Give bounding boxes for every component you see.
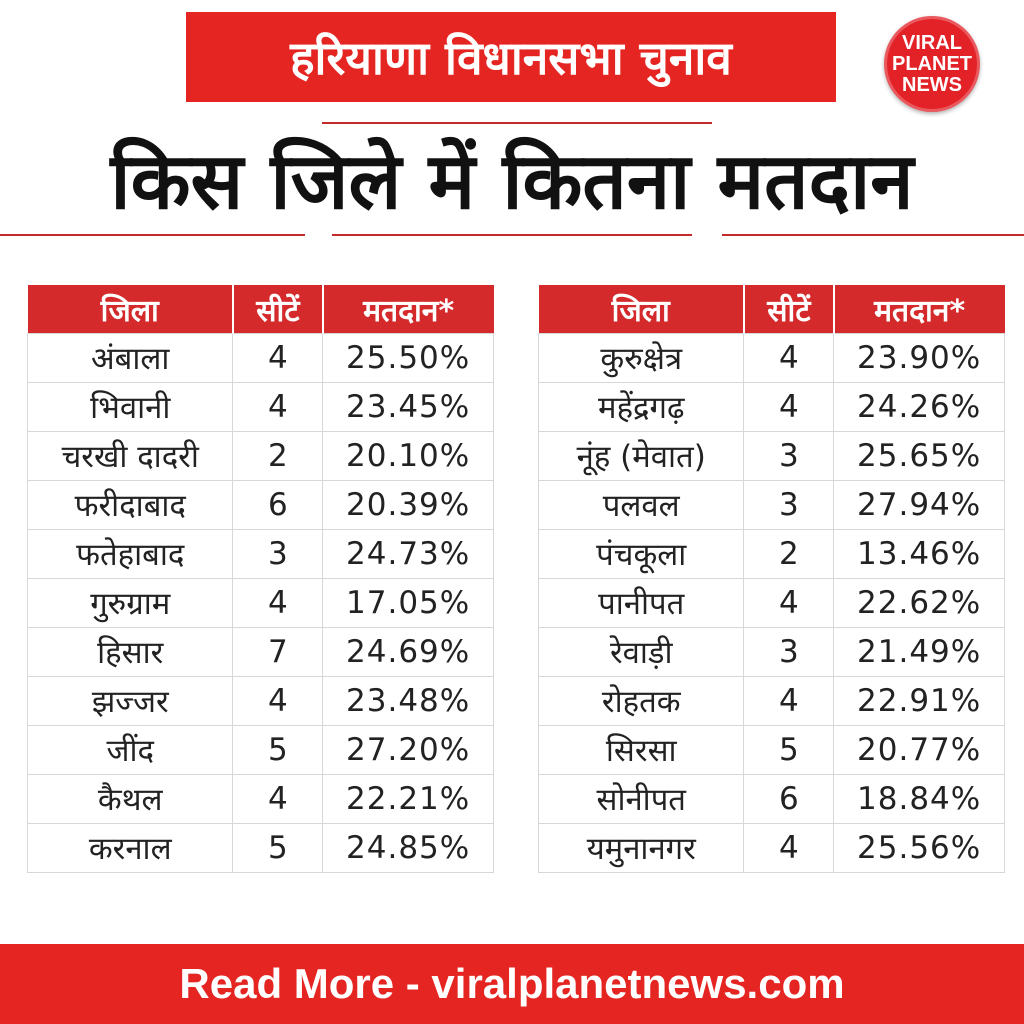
seats-cell: 4 (233, 579, 323, 628)
table-row (28, 824, 494, 873)
table-row (28, 628, 494, 677)
turnout-cell: 17.05% (323, 579, 494, 628)
district-cell: पंचकूला (539, 530, 744, 579)
district-cell: सिरसा (539, 726, 744, 775)
district-cell: अंबाला (28, 334, 233, 383)
header-seats: सीटें (744, 285, 834, 334)
table-row (539, 579, 1005, 628)
banner-title: हरियाणा विधानसभा चुनाव (290, 31, 732, 85)
district-cell: कैथल (28, 775, 233, 824)
header-district: जिला (28, 285, 233, 334)
turnout-cell: 18.84% (834, 775, 1005, 824)
header-district: जिला (539, 285, 744, 334)
district-cell: महेंद्रगढ़ (539, 383, 744, 432)
district-cell: हिसार (28, 628, 233, 677)
seats-cell: 4 (744, 677, 834, 726)
district-cell: कुरुक्षेत्र (539, 334, 744, 383)
seats-cell: 4 (744, 579, 834, 628)
table-row (539, 628, 1005, 677)
turnout-cell: 27.94% (834, 481, 1005, 530)
table-row (539, 481, 1005, 530)
district-cell: करनाल (28, 824, 233, 873)
turnout-cell: 27.20% (323, 726, 494, 775)
seats-cell: 4 (233, 775, 323, 824)
seats-cell: 5 (233, 726, 323, 775)
title-banner (186, 12, 836, 102)
turnout-cell: 24.85% (323, 824, 494, 873)
table-row (539, 775, 1005, 824)
turnout-cell: 24.69% (323, 628, 494, 677)
logo-line-2: PLANET (892, 52, 972, 75)
district-cell: जींद (28, 726, 233, 775)
turnout-cell: 20.10% (323, 432, 494, 481)
table-row (28, 530, 494, 579)
page-headline: किस जिले में कितना मतदान (110, 137, 914, 227)
district-cell: नूंह (मेवात) (539, 432, 744, 481)
turnout-cell: 24.73% (323, 530, 494, 579)
seats-cell: 4 (233, 334, 323, 383)
turnout-cell: 22.91% (834, 677, 1005, 726)
divider-top (322, 122, 712, 124)
footer-link-text[interactable]: Read More - viralplanetnews.com (179, 960, 845, 1007)
seats-cell: 3 (744, 432, 834, 481)
seats-cell: 4 (744, 824, 834, 873)
turnout-cell: 20.77% (834, 726, 1005, 775)
header-turnout: मतदान* (323, 285, 494, 334)
district-cell: गुरुग्राम (28, 579, 233, 628)
table-row (539, 530, 1005, 579)
turnout-cell: 25.65% (834, 432, 1005, 481)
district-cell: चरखी दादरी (28, 432, 233, 481)
table-header-row (28, 285, 494, 334)
table-row (28, 726, 494, 775)
table-row (539, 824, 1005, 873)
table-row (539, 334, 1005, 383)
turnout-cell: 13.46% (834, 530, 1005, 579)
seats-cell: 4 (744, 334, 834, 383)
seats-cell: 7 (233, 628, 323, 677)
table-row (539, 432, 1005, 481)
turnout-cell: 22.21% (323, 775, 494, 824)
turnout-cell: 20.39% (323, 481, 494, 530)
turnout-cell: 22.62% (834, 579, 1005, 628)
table-row (28, 383, 494, 432)
table-row (539, 383, 1005, 432)
divider-left (0, 234, 305, 236)
logo-line-1: VIRAL (902, 31, 962, 54)
table-row (539, 726, 1005, 775)
district-table-left (27, 285, 494, 873)
logo-line-3: NEWS (902, 73, 962, 96)
turnout-cell: 25.50% (323, 334, 494, 383)
read-more-footer[interactable] (0, 944, 1024, 1024)
district-cell: रोहतक (539, 677, 744, 726)
seats-cell: 5 (233, 824, 323, 873)
district-cell: फरीदाबाद (28, 481, 233, 530)
district-cell: भिवानी (28, 383, 233, 432)
table-row (28, 432, 494, 481)
district-cell: फतेहाबाद (28, 530, 233, 579)
district-cell: पलवल (539, 481, 744, 530)
seats-cell: 3 (744, 481, 834, 530)
district-cell: पानीपत (539, 579, 744, 628)
district-cell: झज्जर (28, 677, 233, 726)
district-cell: सोनीपत (539, 775, 744, 824)
seats-cell: 2 (744, 530, 834, 579)
seats-cell: 2 (233, 432, 323, 481)
turnout-cell: 23.90% (834, 334, 1005, 383)
seats-cell: 4 (233, 383, 323, 432)
table-row (28, 677, 494, 726)
seats-cell: 4 (233, 677, 323, 726)
divider-right (722, 234, 1024, 236)
header-turnout: मतदान* (834, 285, 1005, 334)
turnout-cell: 24.26% (834, 383, 1005, 432)
district-table-right (538, 285, 1005, 873)
seats-cell: 4 (744, 383, 834, 432)
table-row (539, 677, 1005, 726)
table-row (28, 481, 494, 530)
table-header-row (539, 285, 1005, 334)
seats-cell: 3 (744, 628, 834, 677)
seats-cell: 5 (744, 726, 834, 775)
seats-cell: 3 (233, 530, 323, 579)
district-cell: रेवाड़ी (539, 628, 744, 677)
table-row (28, 775, 494, 824)
turnout-cell: 25.56% (834, 824, 1005, 873)
seats-cell: 6 (233, 481, 323, 530)
turnout-cell: 23.48% (323, 677, 494, 726)
table-row (28, 579, 494, 628)
turnout-cell: 21.49% (834, 628, 1005, 677)
divider-middle (332, 234, 692, 236)
turnout-cell: 23.45% (323, 383, 494, 432)
seats-cell: 6 (744, 775, 834, 824)
table-row (28, 334, 494, 383)
viral-planet-news-logo (884, 16, 980, 112)
header-seats: सीटें (233, 285, 323, 334)
district-cell: यमुनानगर (539, 824, 744, 873)
